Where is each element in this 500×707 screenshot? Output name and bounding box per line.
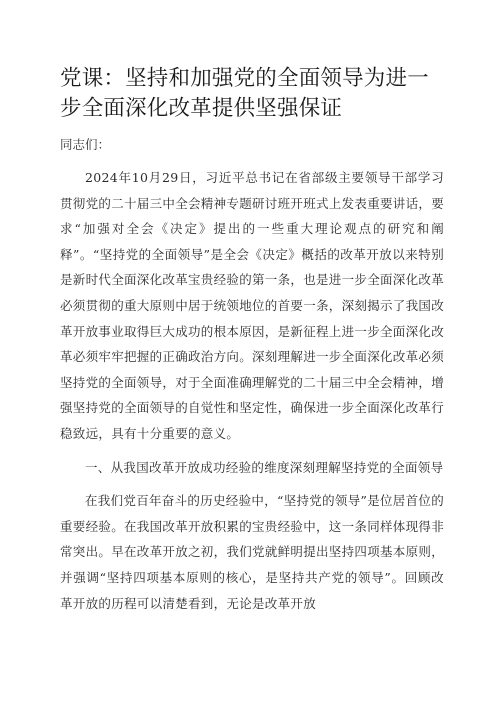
body-paragraph: 在我们党百年奋斗的历史经验中，“坚持党的领导”是位居首位的重要经验。在我国改革开放积累的宝贵经验中，这一条同样体现得非常突出。早在改革开放之初，我们党就鲜明提出坚持四项基本原则，并强调“坚持四项基本原则的核心，是坚持共产党的领导”。回顾改革开放的历程可以清楚看到，无论是改革开放 (60, 493, 445, 611)
section-heading: 一、从我国改革开放成功经验的维度深刻理解坚持党的全面领导 (85, 459, 444, 475)
body-paragraph: 2024年10月29日，习近平总书记在省部级主要领导干部学习贯彻党的二十届三中全会精神专题研讨班开班式上发表重要讲话，要求“加强对全会《决定》提出的一些重大理论观点的研究和阐释”。“坚持党的全面领导”是全会《决定》概括的改革开放以来特别是新时代全面深化改革宝贵经验的第一条，也是进一步全面深化改革必须贯彻的重大原则中居于统领地位的首要一条，深刻揭示了我国改革开放事业取得巨大成功的根本原因，是新征程上进一步全面深化改革必须牢牢把握的正确政治方向。深刻理解进一步全面深化改革必须坚持党的全面领导，对于全面准确理解党的二十届三中全会精神，增强坚持党的全面领导的自觉性和坚定性，确保进一步全面深化改革行稳致远，具有十分重要的意义。 (60, 170, 445, 441)
salutation: 同志们： (60, 137, 111, 152)
document-title: 党课：坚持和加强党的全面领导为进一步全面深化改革提供坚强保证 (60, 66, 429, 121)
